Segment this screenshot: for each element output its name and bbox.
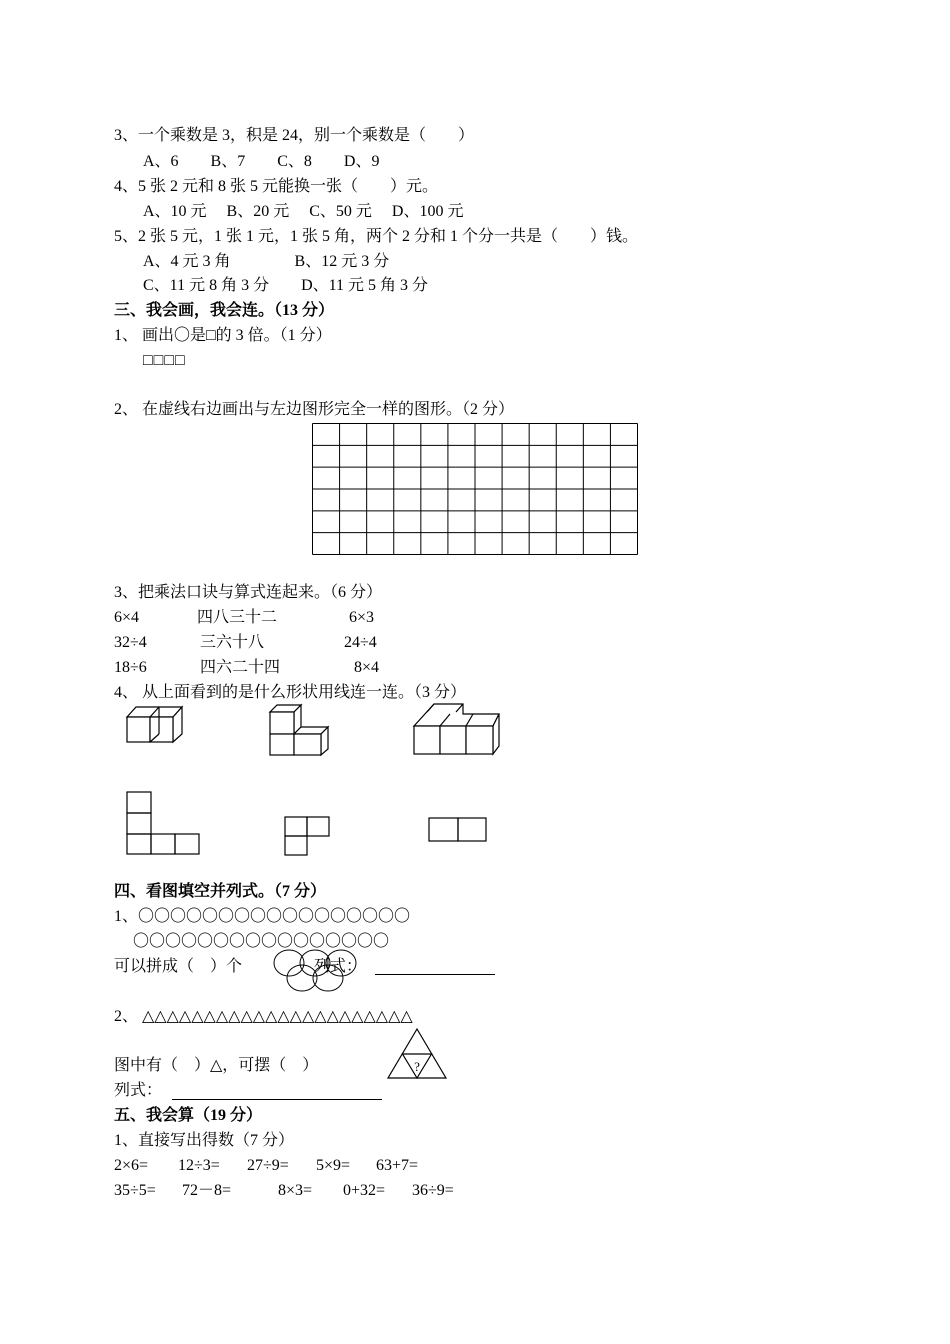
question-3-options: A、6 B、7 C、8 D、9 <box>143 153 380 170</box>
match-left-1: 6×4 <box>114 609 140 626</box>
calc-1-4: 5×9= <box>316 1157 351 1174</box>
calc-2-3: 8×3= <box>278 1182 313 1199</box>
question-3-stem: 3、一个乘数是 3，积是 24，别一个乘数是（ ） <box>114 127 475 144</box>
section-4-q2-fill: 图中有（ ）△，可摆（ ） <box>114 1057 319 1074</box>
match-right-2: 24÷4 <box>344 634 377 651</box>
square-row: □□□□ <box>143 352 186 369</box>
section-3-q2: 2、 在虚线右边画出与左边图形完全一样的图形。（2 分） <box>114 401 515 418</box>
calc-2-5: 36÷9= <box>412 1182 454 1199</box>
cube-figure-3 <box>413 702 503 756</box>
circle-row-2: 〇〇〇〇〇〇〇〇〇〇〇〇〇〇〇〇 <box>133 933 390 950</box>
calc-1-1: 2×6= <box>114 1157 149 1174</box>
match-mid-1: 四八三十二 <box>197 609 278 626</box>
match-mid-3: 四六二十四 <box>200 659 281 676</box>
question-5-stem: 5、2 张 5 元，1 张 1 元，1 张 5 角，两个 2 分和 1 个分一共是（ ）钱。 <box>114 228 639 245</box>
calc-2-2: 72－8= <box>182 1182 232 1199</box>
calc-1-5: 63+7= <box>376 1157 419 1174</box>
section-4-heading: 四、看图填空并列式。（7 分） <box>114 883 327 900</box>
calc-1-2: 12÷3= <box>178 1157 220 1174</box>
section-5-heading: 五、我会算（19 分） <box>114 1107 263 1124</box>
section-3-heading: 三、我会画，我会连。（13 分） <box>114 302 335 319</box>
triangle-row: 2、 △△△△△△△△△△△△△△△△△△△△△△ <box>114 1008 413 1025</box>
match-right-3: 8×4 <box>354 659 380 676</box>
section-5-q1: 1、直接写出得数（7 分） <box>114 1132 295 1149</box>
top-view-double-shape <box>428 817 488 843</box>
question-5-options-1: A、4 元 3 角 B、12 元 3 分 <box>143 253 390 270</box>
section-4-q1-formula-label: 列式： <box>314 958 363 975</box>
answer-line-2[interactable] <box>172 1099 382 1100</box>
match-left-3: 18÷6 <box>114 659 147 676</box>
section-3-q4: 4、 从上面看到的是什么形状用线连一连。（3 分） <box>114 684 467 701</box>
calc-1-3: 27÷9= <box>247 1157 289 1174</box>
question-4-stem: 4、5 张 2 元和 8 张 5 元能换一张（ ）元。 <box>114 178 439 195</box>
section-4-q1-fill: 可以拼成（ ）个 <box>114 958 243 975</box>
triangle-figure <box>387 1027 449 1081</box>
top-view-L-shape <box>126 791 202 855</box>
match-left-2: 32÷4 <box>114 634 147 651</box>
section-3-q3: 3、把乘法口诀与算式连起来。（6 分） <box>114 584 383 601</box>
top-view-corner-shape <box>284 816 330 856</box>
section-3-q1: 1、 画出〇是□的 3 倍。（1 分） <box>114 327 332 344</box>
question-mark: ? <box>414 1059 420 1074</box>
calc-2-4: 0+32= <box>343 1182 386 1199</box>
drawing-grid <box>312 423 638 555</box>
cube-figure-1 <box>126 704 188 744</box>
match-mid-2: 三六十八 <box>200 634 265 651</box>
answer-line-1[interactable] <box>375 974 495 975</box>
question-4-options: A、10 元 B、20 元 C、50 元 D、100 元 <box>143 203 464 220</box>
circle-row-1: 1、〇〇〇〇〇〇〇〇〇〇〇〇〇〇〇〇〇 <box>114 908 411 925</box>
cube-figure-2 <box>269 702 331 756</box>
question-5-options-2: C、11 元 8 角 3 分 D、11 元 5 角 3 分 <box>143 277 429 294</box>
match-right-1: 6×3 <box>349 609 375 626</box>
section-4-q2-formula-label: 列式： <box>114 1082 163 1099</box>
calc-2-1: 35÷5= <box>114 1182 156 1199</box>
